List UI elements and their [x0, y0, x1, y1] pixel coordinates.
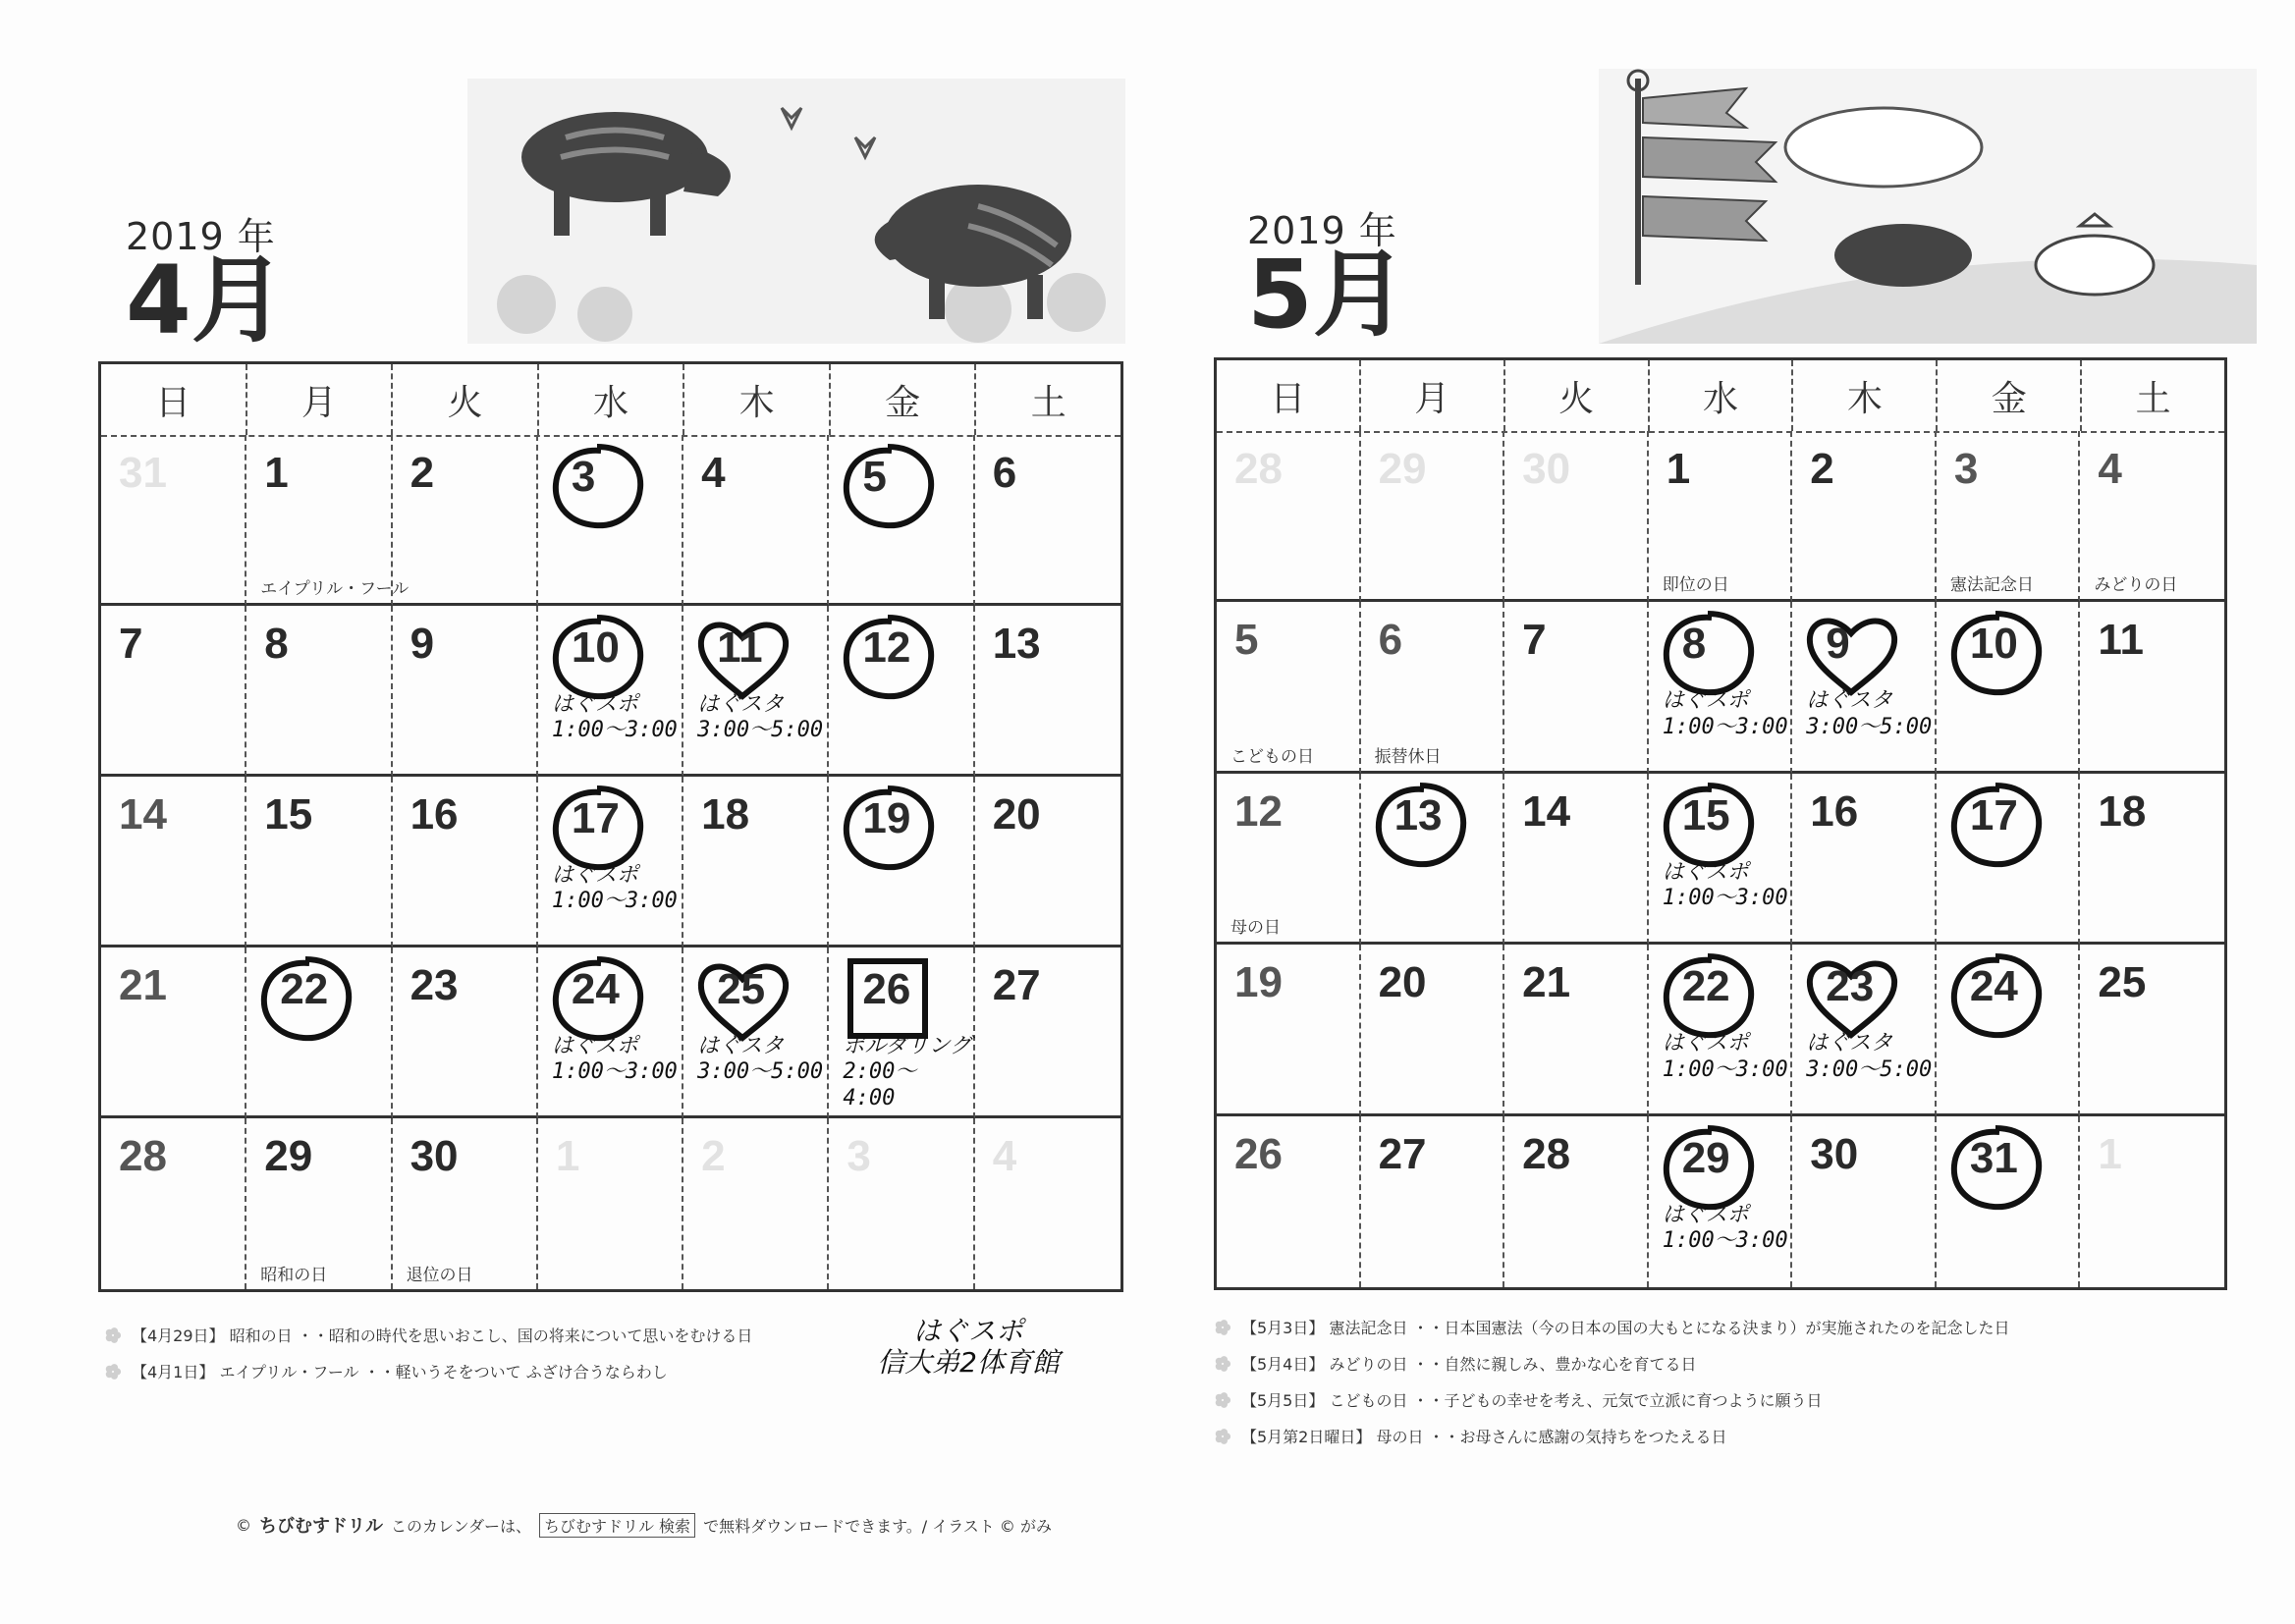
- day-number: 22: [280, 965, 329, 1013]
- day-cell[interactable]: [829, 947, 974, 1118]
- day-number: 12: [1234, 786, 1283, 836]
- day-cell[interactable]: [683, 606, 829, 777]
- day-number: 28: [1234, 445, 1283, 493]
- day-cell[interactable]: [538, 435, 683, 606]
- day-cell[interactable]: [1217, 602, 1361, 773]
- day-number: 1: [264, 449, 289, 497]
- day-cell[interactable]: [1937, 945, 2081, 1115]
- day-cell[interactable]: [683, 777, 829, 947]
- day-cell[interactable]: [829, 1118, 974, 1289]
- handwritten-event-note: ボルダリング 2:00～ 4:00: [843, 1034, 972, 1110]
- footnote-row: [1214, 1352, 2010, 1375]
- may-month-title: 5月: [1247, 240, 1407, 350]
- day-number: 4: [701, 449, 726, 497]
- day-number: 21: [119, 961, 167, 1009]
- april-footnotes: [104, 1324, 752, 1396]
- handwritten-event-note: はぐスポ 1:00～3:00: [1662, 1031, 1788, 1082]
- day-number: 12: [862, 623, 911, 672]
- handwritten-event-note: はぐスポ 1:00～3:00: [551, 863, 678, 914]
- holiday-label: エイプリル・フール: [260, 579, 410, 599]
- day-number: 27: [1378, 1129, 1427, 1178]
- day-number: 25: [717, 965, 766, 1013]
- may-calendar-grid: [1214, 357, 2227, 1290]
- day-cell[interactable]: [2080, 774, 2224, 945]
- holiday-label: みどりの日: [2094, 575, 2178, 596]
- weekday-2: 火: [1505, 360, 1650, 431]
- day-cell[interactable]: [101, 1118, 246, 1289]
- day-cell[interactable]: [538, 947, 683, 1118]
- day-number: 11: [717, 623, 763, 672]
- holiday-label: 昭和の日: [260, 1266, 328, 1285]
- day-number: 5: [1234, 616, 1259, 665]
- credit-text-2: で無料ダウンロードできます。/ イラスト © がみ: [703, 1516, 1052, 1536]
- footnote-row: [104, 1324, 752, 1346]
- weekday-1: 月: [247, 364, 394, 435]
- day-number: 14: [119, 790, 167, 839]
- day-number: 23: [1826, 962, 1875, 1011]
- day-number: 18: [701, 790, 750, 839]
- day-number: 17: [1969, 790, 2018, 839]
- day-number: 1: [555, 1132, 580, 1180]
- may-year: 2019 年: [1247, 209, 1397, 252]
- day-cell[interactable]: [246, 947, 392, 1118]
- april-calendar-page: [0, 0, 1147, 1624]
- flower-icon: [1214, 1428, 1231, 1445]
- april-weekday-header: [101, 364, 1120, 437]
- day-cell[interactable]: [1504, 431, 1649, 602]
- day-cell[interactable]: [1361, 774, 1505, 945]
- day-number: 31: [119, 449, 167, 497]
- handwritten-event-note: はぐスポ 1:00～3:00: [1662, 859, 1788, 911]
- day-cell[interactable]: [975, 435, 1120, 606]
- handwritten-event-note: はぐスポ 1:00～3:00: [551, 692, 678, 743]
- day-cell[interactable]: [1361, 431, 1505, 602]
- day-cell[interactable]: [1649, 431, 1793, 602]
- day-number: 13: [1393, 790, 1443, 839]
- credit-line: [236, 1512, 1052, 1538]
- day-cell[interactable]: [393, 606, 538, 777]
- holiday-label: 憲法記念日: [1949, 575, 2034, 596]
- day-cell[interactable]: [1361, 602, 1505, 773]
- day-cell[interactable]: [101, 947, 246, 1118]
- day-cell[interactable]: [1649, 945, 1793, 1115]
- footnote-row: [1214, 1388, 2010, 1411]
- footnote-row: [104, 1360, 752, 1382]
- day-cell[interactable]: [246, 1118, 392, 1289]
- holiday-label: 母の日: [1230, 918, 1281, 939]
- day-cell[interactable]: [1217, 774, 1361, 945]
- day-cell[interactable]: [1792, 774, 1937, 945]
- day-number: 1: [2098, 1129, 2122, 1178]
- day-number: 17: [571, 794, 620, 842]
- day-cell[interactable]: [393, 435, 538, 606]
- day-number: 6: [1378, 616, 1403, 665]
- day-number: 8: [1681, 620, 1707, 669]
- day-number: 3: [1953, 445, 1979, 493]
- handwritten-event-note: はぐスポ 1:00～3:00: [1662, 1202, 1788, 1253]
- cloud-icon: [1785, 108, 1982, 187]
- day-cell[interactable]: [246, 435, 410, 606]
- day-number: 29: [1378, 445, 1427, 493]
- day-number: 28: [1522, 1129, 1571, 1178]
- day-number: 20: [992, 790, 1041, 839]
- day-cell[interactable]: [975, 777, 1120, 947]
- day-cell[interactable]: [538, 606, 683, 777]
- footnote-text: 【5月4日】 みどりの日 ・・自然に親しみ、豊かな心を育てる日: [1241, 1355, 1697, 1374]
- day-number: 10: [1969, 620, 2018, 669]
- may-footnotes: [1214, 1316, 2010, 1461]
- day-number: 20: [1378, 958, 1427, 1007]
- day-cell[interactable]: [829, 606, 974, 777]
- footnote-row: [1214, 1425, 2010, 1447]
- day-number: 19: [862, 794, 911, 842]
- footnote-row: [1214, 1316, 2010, 1338]
- weekday-2: 火: [393, 364, 539, 435]
- weekday-4: 木: [684, 364, 831, 435]
- day-number: 10: [571, 623, 620, 672]
- koinobori-illustration: [1599, 69, 2257, 344]
- handwritten-event-note: はぐスタ 3:00～5:00: [697, 1034, 824, 1085]
- handwritten-event-note: はぐスタ 3:00～5:00: [1806, 688, 1933, 739]
- flower-icon: [1214, 1355, 1231, 1373]
- day-cell[interactable]: [1504, 945, 1649, 1115]
- weekday-1: 月: [1361, 360, 1505, 431]
- day-cell[interactable]: [1937, 1116, 2081, 1287]
- day-number: 29: [264, 1132, 313, 1180]
- day-number: 24: [1969, 962, 2018, 1011]
- day-number: 4: [2098, 445, 2122, 493]
- day-number: 26: [862, 965, 911, 1013]
- day-number: 29: [1681, 1133, 1730, 1182]
- day-cell[interactable]: [1649, 1116, 1793, 1287]
- day-cell[interactable]: [1937, 431, 2081, 602]
- flower-icon: [104, 1363, 122, 1380]
- day-cell[interactable]: [683, 947, 829, 1118]
- day-cell[interactable]: [683, 1118, 829, 1289]
- day-number: 21: [1522, 958, 1571, 1007]
- holiday-label: 即位の日: [1662, 575, 1729, 596]
- day-number: 2: [701, 1132, 726, 1180]
- day-number: 13: [992, 620, 1041, 668]
- day-cell[interactable]: [1504, 602, 1649, 773]
- flower-icon: [1214, 1319, 1231, 1336]
- footnote-text: 【5月第2日曜日】 母の日 ・・お母さんに感謝の気持ちをつたえる日: [1241, 1428, 1727, 1446]
- day-cell[interactable]: [1217, 1116, 1361, 1287]
- heart-mark-icon: [1800, 608, 1902, 698]
- day-cell[interactable]: [246, 777, 392, 947]
- footnote-text: 【4月1日】 エイプリル・フール ・・軽いうそをついて ふざけ合うならわし: [132, 1363, 668, 1381]
- day-number: 7: [1522, 616, 1547, 665]
- brand-logo: ちびむすドリル: [259, 1516, 383, 1537]
- day-cell[interactable]: [393, 1118, 538, 1289]
- day-cell[interactable]: [101, 777, 246, 947]
- day-number: 27: [992, 961, 1041, 1009]
- day-number: 16: [1810, 786, 1859, 836]
- day-number: 23: [410, 961, 459, 1009]
- day-number: 6: [992, 449, 1017, 497]
- credit-text-1: このカレンダーは、: [391, 1516, 531, 1536]
- day-number: 3: [847, 1132, 871, 1180]
- day-number: 5: [862, 453, 887, 501]
- day-cell[interactable]: [829, 435, 974, 606]
- day-cell[interactable]: [683, 435, 829, 606]
- handwritten-venue-note: はぐスポ 信大弟2体育館: [877, 1315, 1060, 1380]
- day-cell[interactable]: [1937, 602, 2081, 773]
- flower-icon: [104, 1326, 122, 1344]
- day-number: 11: [2098, 616, 2144, 665]
- day-cell[interactable]: [393, 947, 538, 1118]
- search-box-label: ちびむすドリル 検索: [539, 1513, 695, 1538]
- april-days: [101, 435, 1120, 1289]
- day-number: 25: [2098, 958, 2147, 1007]
- day-number: 2: [1810, 445, 1834, 493]
- april-year: 2019 年: [126, 215, 276, 258]
- day-cell[interactable]: [1792, 602, 1937, 773]
- day-cell[interactable]: [975, 606, 1120, 777]
- day-number: 9: [410, 620, 435, 668]
- may-calendar-page: [1147, 0, 2295, 1624]
- circle-mark-icon: [546, 441, 648, 531]
- weekday-3: 水: [1650, 360, 1794, 431]
- day-cell[interactable]: [2080, 945, 2224, 1115]
- weekday-5: 金: [831, 364, 977, 435]
- day-number: 18: [2098, 786, 2147, 836]
- day-number: 14: [1522, 786, 1571, 836]
- handwritten-event-note: はぐスタ 3:00～5:00: [1806, 1031, 1933, 1082]
- day-number: 3: [571, 453, 596, 501]
- day-cell[interactable]: [1217, 431, 1361, 602]
- handwritten-event-note: はぐスポ 1:00～3:00: [1662, 688, 1788, 739]
- april-calendar-grid: [98, 361, 1123, 1292]
- boar-flying-icon: [1834, 224, 1972, 287]
- day-number: 28: [119, 1132, 167, 1180]
- april-month-title: 4月: [126, 245, 286, 355]
- day-number: 22: [1681, 962, 1730, 1011]
- day-number: 9: [1826, 620, 1850, 669]
- holiday-label: こどもの日: [1230, 746, 1314, 767]
- circle-mark-icon: [837, 441, 939, 531]
- day-number: 1: [1666, 445, 1691, 493]
- may-days: [1217, 431, 2224, 1287]
- footnote-text: 【4月29日】 昭和の日 ・・昭和の時代を思いおこし、国の将来について思いをむける日: [132, 1326, 753, 1345]
- day-cell[interactable]: [829, 777, 974, 947]
- day-cell[interactable]: [1504, 1116, 1649, 1287]
- may-weekday-header: [1217, 360, 2224, 433]
- day-number: 7: [119, 620, 143, 668]
- day-cell[interactable]: [2080, 602, 2224, 773]
- day-cell[interactable]: [538, 777, 683, 947]
- footnote-text: 【5月3日】 憲法記念日 ・・日本国憲法（今の日本の国の大もとになる決まり）が実施されたのを記念した日: [1241, 1319, 2010, 1337]
- weekday-0: 日: [1217, 360, 1361, 431]
- day-cell[interactable]: [2080, 1116, 2224, 1287]
- day-cell[interactable]: [393, 777, 538, 947]
- day-number: 2: [410, 449, 435, 497]
- weekday-4: 木: [1793, 360, 1938, 431]
- day-cell[interactable]: [975, 947, 1120, 1118]
- day-cell[interactable]: [2080, 431, 2224, 602]
- day-number: 15: [1681, 790, 1730, 839]
- day-number: 30: [1810, 1129, 1859, 1178]
- holiday-label: 振替休日: [1374, 746, 1442, 767]
- day-number: 26: [1234, 1129, 1283, 1178]
- day-number: 16: [410, 790, 459, 839]
- day-number: 8: [264, 620, 289, 668]
- day-cell[interactable]: [1649, 774, 1793, 945]
- weekday-0: 日: [101, 364, 247, 435]
- day-number: 4: [992, 1132, 1017, 1180]
- weekday-5: 金: [1938, 360, 2082, 431]
- weekday-6: 土: [1030, 382, 1066, 423]
- day-cell[interactable]: [1217, 945, 1361, 1115]
- day-number: 31: [1969, 1133, 2018, 1182]
- day-number: 24: [571, 965, 620, 1013]
- day-number: 30: [1522, 445, 1571, 493]
- day-cell[interactable]: [1792, 945, 1937, 1115]
- footnote-text: 【5月5日】 こどもの日 ・・子どもの幸せを考え、元気で立派に育つように願う日: [1241, 1391, 1823, 1410]
- day-cell[interactable]: [1792, 431, 1937, 602]
- day-cell[interactable]: [1361, 945, 1505, 1115]
- day-cell[interactable]: [975, 1118, 1120, 1289]
- holiday-label: 退位の日: [406, 1266, 473, 1285]
- copyright-icon: ©: [236, 1515, 251, 1535]
- weekday-3: 水: [539, 364, 685, 435]
- boar-illustration: [467, 79, 1125, 344]
- day-cell[interactable]: [101, 606, 246, 777]
- day-cell[interactable]: [101, 435, 246, 606]
- day-cell[interactable]: [538, 1118, 683, 1289]
- day-cell[interactable]: [1649, 602, 1793, 773]
- handwritten-event-note: はぐスポ 1:00～3:00: [551, 1034, 678, 1085]
- weekday-6: 土: [2135, 378, 2171, 419]
- day-number: 15: [264, 790, 313, 839]
- day-cell[interactable]: [1792, 1116, 1937, 1287]
- day-number: 19: [1234, 958, 1283, 1007]
- flower-icon: [1214, 1391, 1231, 1409]
- handwritten-event-note: はぐスタ 3:00～5:00: [697, 692, 824, 743]
- day-cell[interactable]: [1937, 774, 2081, 945]
- day-cell[interactable]: [1504, 774, 1649, 945]
- circle-mark-icon: [1657, 608, 1759, 698]
- day-cell[interactable]: [246, 606, 392, 777]
- day-number: 30: [410, 1132, 459, 1180]
- day-cell[interactable]: [1361, 1116, 1505, 1287]
